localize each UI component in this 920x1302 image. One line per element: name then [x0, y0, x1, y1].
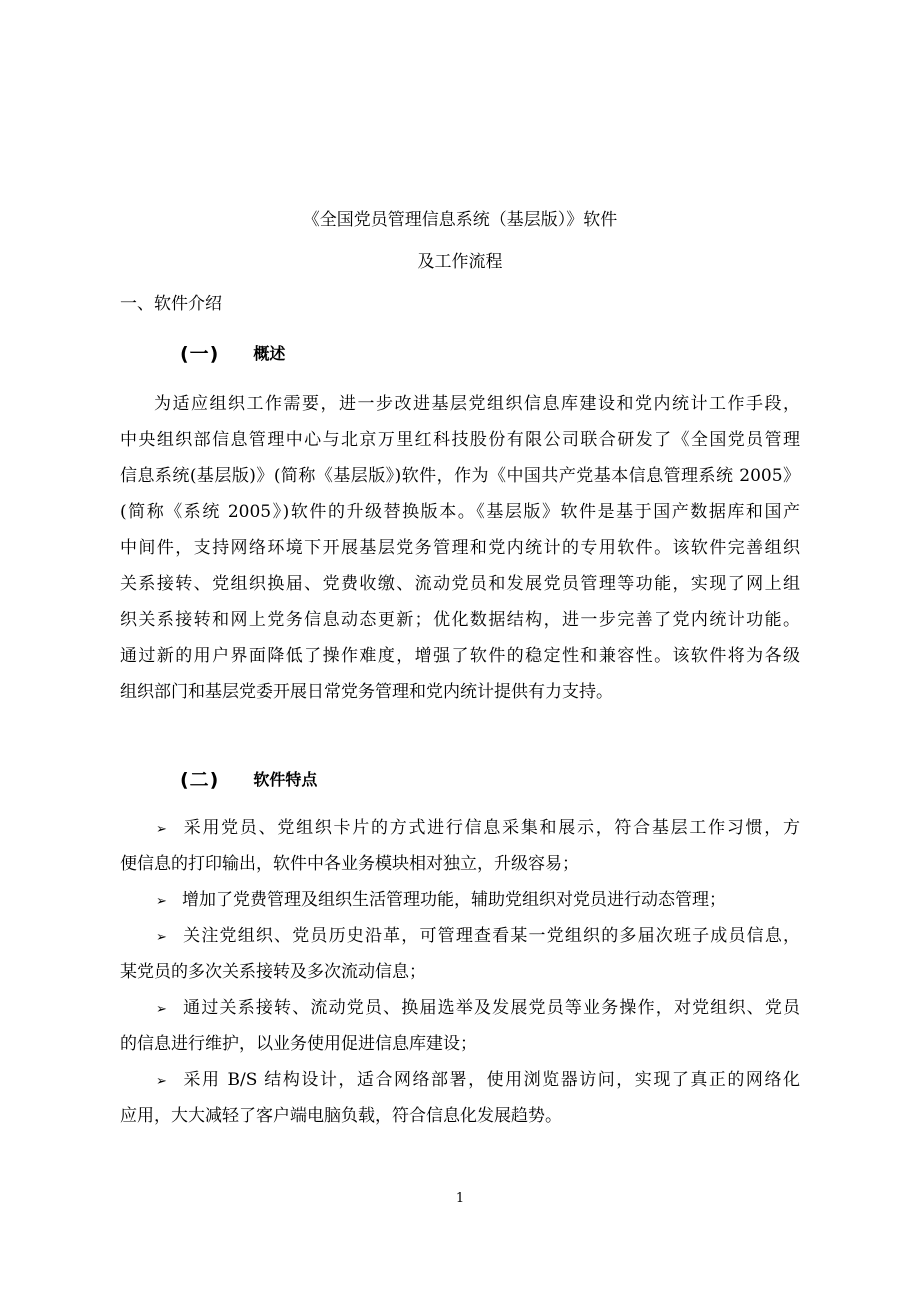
subsection-label: 软件特点 [253, 770, 318, 789]
subsection-heading-overview [180, 342, 285, 366]
paragraph-line: 织关系接转和网上党务信息动态更新；优化数据结构，进一步完善了党内统计功能。 [120, 610, 800, 630]
arrow-bullet-icon: ➢ [156, 1002, 167, 1017]
arrow-bullet-icon: ➢ [156, 930, 167, 945]
subsection-label: 概述 [253, 344, 286, 363]
bullet-line: ➢ 采用党员、党组织卡片的方式进行信息采集和展示，符合基层工作习惯，方 [120, 810, 800, 846]
list-item [120, 882, 800, 918]
bullet-line: ➢ 增加了党费管理及组织生活管理功能，辅助党组织对党员进行动态管理； [120, 882, 800, 918]
paragraph-line: 组织部门和基层党委开展日常党务管理和党内统计提供有力支持。 [120, 682, 613, 702]
bullet-line: ➢ 采用 B/S 结构设计，适合网络部署，使用浏览器访问，实现了真正的网络化 [120, 1062, 800, 1098]
paragraph-line: 信息系统(基层版)》(简称《基层版》)软件，作为《中国共产党基本信息管理系统 2005》 [120, 466, 800, 486]
list-item [120, 1062, 800, 1134]
bullet-line: 便信息的打印输出，软件中各业务模块相对独立，升级容易； [120, 854, 579, 874]
bullet-line: ➢ 关注党组织、党员历史沿革，可管理查看某一党组织的多届次班子成员信息， [120, 918, 800, 954]
feature-bullet-list [120, 810, 800, 1134]
bullet-line: ➢ 通过关系接转、流动党员、换届选举及发展党员等业务操作，对党组织、党员 [120, 990, 800, 1026]
arrow-bullet-icon: ➢ [156, 1074, 167, 1089]
paragraph-line: 中间件，支持网络环境下开展基层党务管理和党内统计的专用软件。该软件完善组织 [120, 538, 800, 558]
overview-paragraph [120, 386, 800, 710]
paragraph-line: (简称《系统 2005》)软件的升级替换版本。《基层版》软件是基于国产数据库和国产 [120, 502, 800, 522]
list-item [120, 918, 800, 990]
paragraph-line: 为适应组织工作需要，进一步改进基层党组织信息库建设和党内统计工作手段， [154, 394, 800, 414]
bullet-line: 应用，大大减轻了客户端电脑负载，符合信息化发展趋势。 [120, 1106, 562, 1126]
subsection-number: (一) [180, 343, 220, 365]
list-item [120, 810, 800, 882]
arrow-bullet-icon: ➢ [156, 894, 167, 909]
paragraph-line: 中央组织部信息管理中心与北京万里红科技股份有限公司联合研发了《全国党员管理 [120, 430, 800, 450]
subsection-number: (二) [180, 769, 220, 791]
paragraph-line: 关系接转、党组织换届、党费收缴、流动党员和发展党员管理等功能，实现了网上组 [120, 574, 800, 594]
document-title-line1: 《全国党员管理信息系统（基层版）》软件 [302, 210, 618, 230]
document-title-line2: 及工作流程 [417, 252, 503, 272]
section-heading-software-intro: 一、软件介绍 [120, 294, 222, 314]
subsection-heading-features [180, 768, 317, 792]
bullet-line: 的信息进行维护，以业务使用促进信息库建设； [120, 1034, 477, 1054]
paragraph-line: 通过新的用户界面降低了操作难度，增强了软件的稳定性和兼容性。该软件将为各级 [120, 646, 800, 666]
arrow-bullet-icon: ➢ [156, 822, 167, 837]
list-item [120, 990, 800, 1062]
bullet-line: 某党员的多次关系接转及多次流动信息； [120, 962, 426, 982]
page-number: 1 [455, 1191, 465, 1206]
